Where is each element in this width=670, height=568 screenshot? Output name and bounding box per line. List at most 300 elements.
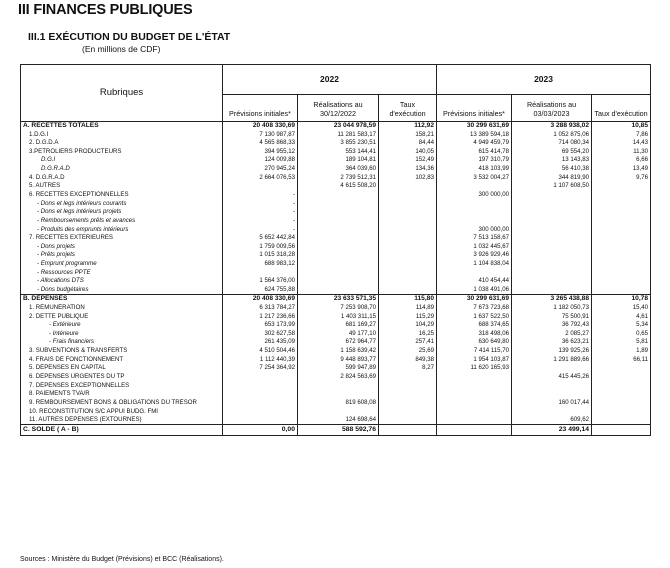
- row-value: 688 983,12: [223, 260, 298, 269]
- table-row: [21, 217, 651, 226]
- row-value: [298, 200, 379, 209]
- row-value: [379, 251, 437, 260]
- row-value: 302 627,58: [223, 330, 298, 339]
- row-value: 270 945,24: [223, 165, 298, 174]
- row-value: 189 104,81: [298, 156, 379, 165]
- row-value: -: [223, 200, 298, 209]
- row-value: 4 510 504,46: [223, 347, 298, 356]
- row-value: [298, 217, 379, 226]
- row-label: 4. D.G.R.A.D: [21, 174, 223, 183]
- row-value: 624 755,88: [223, 286, 298, 295]
- row-value: [592, 251, 651, 260]
- row-value: 152,49: [379, 156, 437, 165]
- table-row: [21, 156, 651, 165]
- row-value: 653 173,99: [223, 321, 298, 330]
- row-value: [223, 390, 298, 399]
- row-value: 1 158 639,42: [298, 347, 379, 356]
- row-value: 257,41: [379, 338, 437, 347]
- row-label: - Dons budgétaires: [21, 286, 223, 295]
- row-value: 30 299 631,69: [437, 295, 512, 304]
- row-value: [298, 269, 379, 278]
- table-row: [21, 312, 651, 321]
- table-row: [21, 260, 651, 269]
- row-value: [379, 200, 437, 209]
- row-value: 609,62: [512, 416, 592, 425]
- row-label: 11. AUTRES DEPENSES (EXTOURNES): [21, 416, 223, 425]
- row-label: 7. DÉPENSES EXCEPTIONNELLES: [21, 382, 223, 391]
- row-value: 8,27: [379, 364, 437, 373]
- row-value: 394 955,12: [223, 148, 298, 157]
- table-row: [21, 122, 651, 131]
- row-value: 7 513 158,67: [437, 234, 512, 243]
- table-row: [21, 382, 651, 391]
- row-value: 84,44: [379, 139, 437, 148]
- row-value: 1 182 050,73: [512, 304, 592, 313]
- row-value: [592, 191, 651, 200]
- row-value: [512, 208, 592, 217]
- row-value: 5 652 442,84: [223, 234, 298, 243]
- table-row: [21, 356, 651, 365]
- row-label: 1.D.G.I: [21, 130, 223, 139]
- row-label: 6. RECETTES EXCEPTIONNELLES: [21, 191, 223, 200]
- row-label: - Remboursements prêts et avances: [21, 217, 223, 226]
- row-value: 1 104 838,04: [437, 260, 512, 269]
- row-label: 6. DÉPENSES URGENTES DU TP: [21, 373, 223, 382]
- row-value: 124 698,64: [298, 416, 379, 425]
- row-value: [379, 208, 437, 217]
- row-value: 1 637 522,50: [437, 312, 512, 321]
- row-value: 11,30: [592, 148, 651, 157]
- row-value: 5,34: [592, 321, 651, 330]
- row-value: [592, 200, 651, 209]
- row-label: - Dons et legs intérieurs courants: [21, 200, 223, 209]
- row-value: [437, 416, 512, 425]
- row-value: 139 925,26: [512, 347, 592, 356]
- row-label: 8. PAIEMENTS TVA/R: [21, 390, 223, 399]
- row-label: - Prêts projets: [21, 251, 223, 260]
- row-value: 23 633 571,35: [298, 295, 379, 304]
- row-value: [298, 382, 379, 391]
- unit-note: (En millions de CDF): [82, 44, 161, 54]
- row-value: 197 310,79: [437, 156, 512, 165]
- row-value: [298, 286, 379, 295]
- table-row: [21, 165, 651, 174]
- table-row: [21, 286, 651, 295]
- row-value: 140,05: [379, 148, 437, 157]
- row-value: 588 592,76: [298, 425, 379, 436]
- row-value: 415 445,26: [512, 373, 592, 382]
- row-value: 69 554,20: [512, 148, 592, 157]
- row-value: 115,80: [379, 295, 437, 304]
- row-value: 1 107 608,50: [512, 182, 592, 191]
- row-value: 36 623,21: [512, 338, 592, 347]
- row-value: 104,29: [379, 321, 437, 330]
- row-value: [298, 234, 379, 243]
- row-value: 36 792,43: [512, 321, 592, 330]
- row-value: 102,83: [379, 174, 437, 183]
- row-label: 7. RECETTES EXTÉRIEURES: [21, 234, 223, 243]
- row-value: [379, 260, 437, 269]
- row-value: 7 414 115,70: [437, 347, 512, 356]
- row-value: 672 964,77: [298, 338, 379, 347]
- budget-table: [20, 64, 651, 436]
- row-value: [437, 208, 512, 217]
- row-value: [592, 390, 651, 399]
- row-value: 10,85: [592, 122, 651, 131]
- row-label: 5. DÉPENSES EN CAPITAL: [21, 364, 223, 373]
- row-value: 11 281 583,17: [298, 130, 379, 139]
- row-value: 9,76: [592, 174, 651, 183]
- table-row: [21, 416, 651, 425]
- row-value: [298, 277, 379, 286]
- table-row: [21, 321, 651, 330]
- rubriques-header: Rubriques: [21, 65, 223, 122]
- table-row: [21, 373, 651, 382]
- row-value: [592, 399, 651, 408]
- row-label: A. RECETTES TOTALES: [21, 122, 223, 131]
- table-row: [21, 347, 651, 356]
- row-value: 318 498,06: [437, 330, 512, 339]
- table-row: [21, 304, 651, 313]
- row-value: [592, 373, 651, 382]
- row-value: 688 374,65: [437, 321, 512, 330]
- row-value: [379, 191, 437, 200]
- row-value: 134,36: [379, 165, 437, 174]
- row-label: 2. D.G.D.A: [21, 139, 223, 148]
- row-value: [512, 260, 592, 269]
- col-real-2022: Réalisations au 30/12/2022: [298, 95, 379, 122]
- row-label: - Ressources PPTE: [21, 269, 223, 278]
- row-value: [512, 225, 592, 234]
- row-value: [379, 286, 437, 295]
- row-value: [592, 234, 651, 243]
- row-value: 1 052 875,06: [512, 130, 592, 139]
- row-value: 599 947,89: [298, 364, 379, 373]
- row-label: D.G.R.A.D: [21, 165, 223, 174]
- table-row: [21, 269, 651, 278]
- row-label: - Allocations DTS: [21, 277, 223, 286]
- row-value: [379, 407, 437, 416]
- row-value: 160 017,44: [512, 399, 592, 408]
- row-value: [379, 416, 437, 425]
- row-value: [512, 200, 592, 209]
- table-row: [21, 364, 651, 373]
- table-row: [21, 130, 651, 139]
- table-row: [21, 191, 651, 200]
- row-value: [592, 243, 651, 252]
- row-value: [592, 208, 651, 217]
- row-value: 3 926 929,46: [437, 251, 512, 260]
- row-value: 681 169,27: [298, 321, 379, 330]
- table-row: [21, 399, 651, 408]
- row-value: 0,65: [592, 330, 651, 339]
- row-value: [223, 269, 298, 278]
- row-value: 9 448 893,77: [298, 356, 379, 365]
- row-value: [592, 269, 651, 278]
- row-value: [512, 390, 592, 399]
- row-value: 1 015 318,28: [223, 251, 298, 260]
- col-real-2023: Réalisations au 03/03/2023: [512, 95, 592, 122]
- row-value: [298, 191, 379, 200]
- row-value: 2 664 076,53: [223, 174, 298, 183]
- table-row: [21, 148, 651, 157]
- row-value: 14,43: [592, 139, 651, 148]
- table-row: [21, 200, 651, 209]
- row-value: [592, 416, 651, 425]
- solde-row: [21, 425, 651, 436]
- row-label: 10. RECONSTITUTION S/C APPUI BUDG. FMI: [21, 407, 223, 416]
- row-label: - Frais financiers: [21, 338, 223, 347]
- table-row: [21, 390, 651, 399]
- row-value: [512, 251, 592, 260]
- row-value: 1,89: [592, 347, 651, 356]
- row-value: 1 954 103,87: [437, 356, 512, 365]
- row-value: [379, 390, 437, 399]
- row-value: [223, 373, 298, 382]
- row-value: 124 009,88: [223, 156, 298, 165]
- row-value: [512, 277, 592, 286]
- row-label: - Emprunt programme: [21, 260, 223, 269]
- table-row: [21, 407, 651, 416]
- row-value: 364 039,60: [298, 165, 379, 174]
- row-value: 66,11: [592, 356, 651, 365]
- row-value: [512, 191, 592, 200]
- row-value: 23 499,14: [512, 425, 592, 436]
- row-label: - Produits des emprunts intérieurs: [21, 225, 223, 234]
- row-value: [223, 382, 298, 391]
- row-value: 630 649,80: [437, 338, 512, 347]
- row-value: [298, 225, 379, 234]
- row-value: [592, 260, 651, 269]
- row-value: 13 389 594,18: [437, 130, 512, 139]
- row-value: [437, 217, 512, 226]
- row-value: [223, 182, 298, 191]
- row-value: -: [223, 217, 298, 226]
- row-value: 1 291 889,66: [512, 356, 592, 365]
- row-value: 114,89: [379, 304, 437, 313]
- row-value: [223, 399, 298, 408]
- row-label: 3.PETROLIERS PRODUCTEURS: [21, 148, 223, 157]
- row-value: 2 824 563,69: [298, 373, 379, 382]
- row-value: [223, 407, 298, 416]
- row-value: [512, 364, 592, 373]
- row-value: [379, 217, 437, 226]
- row-value: 3 288 938,02: [512, 122, 592, 131]
- row-label: C. SOLDE ( A - B): [21, 425, 223, 436]
- col-prev-2022: Prévisions initiales*: [223, 95, 298, 122]
- row-value: [592, 286, 651, 295]
- row-value: 418 103,99: [437, 165, 512, 174]
- row-value: 75 500,91: [512, 312, 592, 321]
- row-value: [298, 243, 379, 252]
- table-row: [21, 251, 651, 260]
- row-label: - Dons projets: [21, 243, 223, 252]
- row-value: 4 615 508,20: [298, 182, 379, 191]
- row-value: [379, 277, 437, 286]
- row-label: 4. FRAIS DE FONCTIONNEMENT: [21, 356, 223, 365]
- year-header-2023: 2023: [437, 65, 651, 95]
- col-taux-2023: Taux d'exécution: [592, 95, 651, 122]
- row-value: 1 032 445,67: [437, 243, 512, 252]
- row-value: [592, 182, 651, 191]
- col-prev-2023: Prévisions initiales*: [437, 95, 512, 122]
- row-value: -: [223, 208, 298, 217]
- row-value: [592, 225, 651, 234]
- row-value: -: [223, 225, 298, 234]
- row-value: 344 819,90: [512, 174, 592, 183]
- row-value: 3 532 004,27: [437, 174, 512, 183]
- row-value: 410 454,44: [437, 277, 512, 286]
- row-value: [437, 269, 512, 278]
- row-value: [379, 243, 437, 252]
- row-value: 4 949 459,79: [437, 139, 512, 148]
- row-value: 6 313 784,27: [223, 304, 298, 313]
- row-value: 56 410,38: [512, 165, 592, 174]
- section-title: III FINANCES PUBLIQUES: [18, 2, 193, 18]
- table-row: [21, 208, 651, 217]
- row-label: 9. REMBOURSEMENT BONS & OBLIGATIONS DU TRÉSOR: [21, 399, 223, 408]
- row-value: [512, 286, 592, 295]
- row-value: [223, 416, 298, 425]
- row-value: 1 112 440,39: [223, 356, 298, 365]
- row-value: [592, 425, 651, 436]
- row-value: 30 299 631,69: [437, 122, 512, 131]
- row-value: 553 144,41: [298, 148, 379, 157]
- row-value: [437, 373, 512, 382]
- row-value: [512, 234, 592, 243]
- row-label: - Dons et legs intérieurs projets: [21, 208, 223, 217]
- row-value: 3 855 230,51: [298, 139, 379, 148]
- row-value: [592, 382, 651, 391]
- row-value: 4 565 868,33: [223, 139, 298, 148]
- row-label: 2. DETTE PUBLIQUE: [21, 312, 223, 321]
- row-value: 714 080,34: [512, 139, 592, 148]
- row-value: [379, 269, 437, 278]
- row-value: 16,25: [379, 330, 437, 339]
- col-taux-2022: Taux d'exécution: [379, 95, 437, 122]
- row-value: 7 673 723,68: [437, 304, 512, 313]
- row-value: 849,38: [379, 356, 437, 365]
- row-value: 112,92: [379, 122, 437, 131]
- row-value: 1 759 009,56: [223, 243, 298, 252]
- row-value: [437, 182, 512, 191]
- row-value: 1 564 376,00: [223, 277, 298, 286]
- row-value: 25,69: [379, 347, 437, 356]
- row-value: [379, 234, 437, 243]
- row-value: -: [223, 191, 298, 200]
- row-value: [437, 425, 512, 436]
- row-value: 7 130 987,87: [223, 130, 298, 139]
- row-value: [512, 382, 592, 391]
- row-value: [298, 407, 379, 416]
- row-value: 7 254 364,92: [223, 364, 298, 373]
- row-value: [298, 208, 379, 217]
- row-value: 1 217 236,66: [223, 312, 298, 321]
- row-value: [592, 217, 651, 226]
- row-value: [512, 407, 592, 416]
- row-value: 5,81: [592, 338, 651, 347]
- row-value: 15,40: [592, 304, 651, 313]
- row-value: 10,78: [592, 295, 651, 304]
- row-value: 300 000,00: [437, 191, 512, 200]
- table-row: [21, 139, 651, 148]
- row-value: 13,49: [592, 165, 651, 174]
- row-value: 20 408 330,69: [223, 295, 298, 304]
- row-value: 2 739 512,31: [298, 174, 379, 183]
- row-value: [437, 382, 512, 391]
- row-value: [512, 217, 592, 226]
- row-value: [592, 407, 651, 416]
- row-value: 49 177,10: [298, 330, 379, 339]
- row-value: 300 000,00: [437, 225, 512, 234]
- row-value: 6,66: [592, 156, 651, 165]
- row-label: 3. SUBVENTIONS & TRANSFERTS: [21, 347, 223, 356]
- row-value: 261 435,09: [223, 338, 298, 347]
- row-value: 7 253 908,70: [298, 304, 379, 313]
- table-row: [21, 225, 651, 234]
- row-value: [379, 373, 437, 382]
- row-value: [379, 425, 437, 436]
- row-value: 4,61: [592, 312, 651, 321]
- row-value: 615 414,78: [437, 148, 512, 157]
- row-value: [592, 364, 651, 373]
- row-value: 3 265 438,88: [512, 295, 592, 304]
- row-value: 158,21: [379, 130, 437, 139]
- row-value: [437, 200, 512, 209]
- row-value: [298, 260, 379, 269]
- row-label: 1. RÉMUNÉRATION: [21, 304, 223, 313]
- row-value: 20 408 330,69: [223, 122, 298, 131]
- row-value: [379, 225, 437, 234]
- row-value: 1 038 491,06: [437, 286, 512, 295]
- row-label: D.G.I: [21, 156, 223, 165]
- row-value: 115,29: [379, 312, 437, 321]
- table-row: [21, 295, 651, 304]
- row-value: 0,00: [223, 425, 298, 436]
- row-label: - Intérieure: [21, 330, 223, 339]
- row-value: [592, 277, 651, 286]
- row-label: - Extérieure: [21, 321, 223, 330]
- row-value: [379, 382, 437, 391]
- row-label: B. DÉPENSES: [21, 295, 223, 304]
- row-value: [437, 407, 512, 416]
- row-value: 7,86: [592, 130, 651, 139]
- table-row: [21, 174, 651, 183]
- row-value: [298, 390, 379, 399]
- table-row: [21, 277, 651, 286]
- row-value: [379, 182, 437, 191]
- year-header-2022: 2022: [223, 65, 437, 95]
- row-value: 23 044 978,59: [298, 122, 379, 131]
- table-row: [21, 243, 651, 252]
- table-row: [21, 234, 651, 243]
- table-row: [21, 182, 651, 191]
- source-note: Sources : Ministère du Budget (Prévisions) et BCC (Réalisations).: [20, 556, 224, 563]
- row-value: 11 620 165,93: [437, 364, 512, 373]
- row-value: 13 143,83: [512, 156, 592, 165]
- row-value: [379, 399, 437, 408]
- row-value: [512, 269, 592, 278]
- table-title: III.1 EXÉCUTION DU BUDGET DE L'ÉTAT: [28, 31, 231, 43]
- row-value: [437, 390, 512, 399]
- row-label: 5. AUTRES: [21, 182, 223, 191]
- row-value: [437, 399, 512, 408]
- row-value: 819 608,08: [298, 399, 379, 408]
- row-value: [512, 243, 592, 252]
- row-value: 1 403 311,15: [298, 312, 379, 321]
- table-row: [21, 338, 651, 347]
- row-value: [298, 251, 379, 260]
